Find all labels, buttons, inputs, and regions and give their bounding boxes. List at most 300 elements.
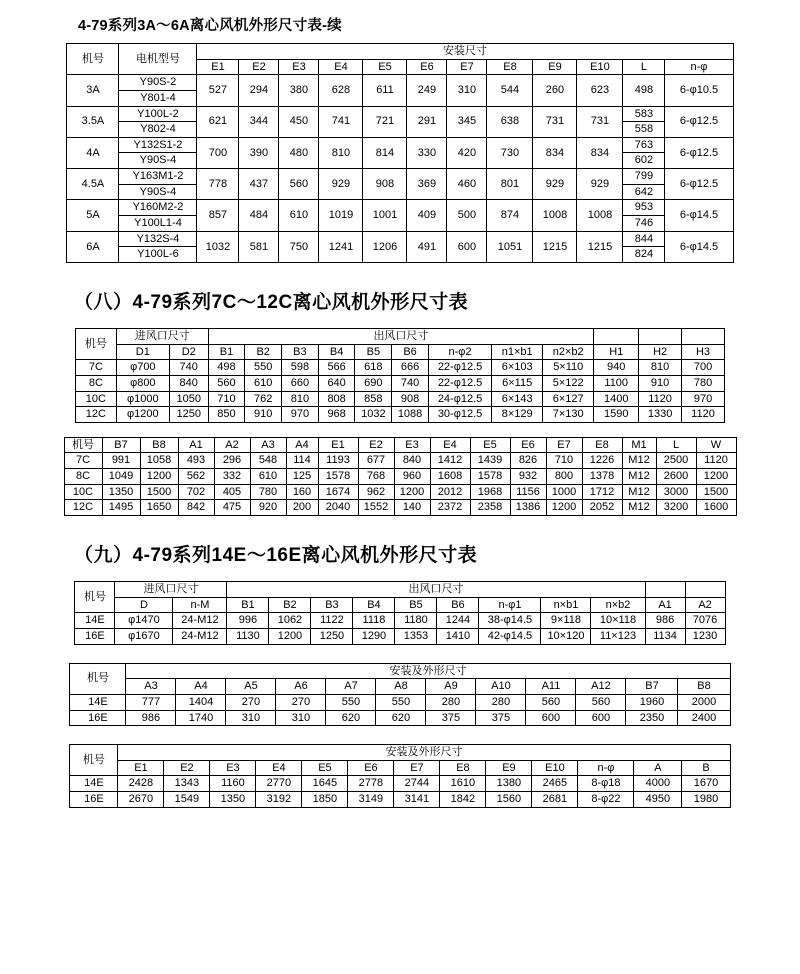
col-header-spacer (645, 582, 685, 598)
col-header: A3 (250, 437, 286, 453)
dim-value: 834 (533, 137, 577, 168)
dim-value: 1215 (577, 231, 623, 262)
motor-model: Y163M1-2 (119, 169, 197, 185)
dim-value: 2778 (348, 776, 394, 792)
dim-value: 22-φ12.5 (428, 375, 491, 391)
col-header: n1×b1 (492, 344, 543, 360)
dim-value: 42-φ14.5 (479, 628, 541, 644)
motor-model: Y132S1-2 (119, 137, 197, 153)
dim-value: 550 (245, 360, 282, 376)
row-header-jihao: 16E (70, 792, 118, 808)
dim-value: 1578 (470, 469, 510, 485)
row-header-jihao: 10C (76, 391, 117, 407)
col-header: n-φ (665, 59, 733, 75)
col-header-jihao: 机号 (76, 328, 117, 359)
dim-value: 600 (576, 710, 626, 726)
row-header-jihao: 4A (67, 137, 119, 168)
dim-value: 598 (282, 360, 319, 376)
dim-value: 721 (363, 106, 407, 137)
dim-value: 1100 (594, 375, 639, 391)
table-row (67, 106, 733, 122)
dim-value-n: 6-φ14.5 (665, 231, 733, 262)
dim-value: 1001 (363, 200, 407, 231)
dim-value: 562 (178, 469, 214, 485)
dim-value: 1410 (437, 628, 479, 644)
dim-value: 2012 (430, 484, 470, 500)
dim-value: 1290 (353, 628, 395, 644)
row-header-jihao: 14E (70, 776, 118, 792)
dim-value: 6×143 (492, 391, 543, 407)
col-group-inlet: 进风口尺寸 (115, 582, 227, 598)
col-header: E6 (407, 59, 447, 75)
dim-value: 405 (214, 484, 250, 500)
table-header-row (76, 328, 725, 344)
dim-value: 640 (318, 375, 355, 391)
motor-model: Y132S-4 (119, 231, 197, 247)
col-group-header: 安装及外形尺寸 (118, 745, 730, 761)
col-header: L (623, 59, 665, 75)
dim-value-L: 558 (623, 122, 665, 138)
dim-value: 2670 (118, 792, 164, 808)
col-header: A4 (286, 437, 318, 453)
dim-value: 1062 (269, 613, 311, 629)
dim-value: 4950 (634, 792, 682, 808)
dim-value: 8-φ22 (578, 792, 634, 808)
dim-value: 24-M12 (173, 613, 227, 629)
dim-value: 2372 (430, 500, 470, 516)
dim-value: 30-φ12.5 (428, 407, 491, 423)
dimensions-table-3a-6a (66, 43, 733, 263)
col-header: E10 (532, 760, 578, 776)
dim-value: 780 (250, 484, 286, 500)
col-header: A1 (645, 597, 685, 613)
dim-value: 493 (178, 453, 214, 469)
dim-value: 929 (533, 169, 577, 200)
col-header: B4 (318, 344, 355, 360)
table-row (76, 407, 725, 423)
table-header-row (70, 663, 730, 679)
dim-value: 660 (282, 375, 319, 391)
dim-value: 2770 (256, 776, 302, 792)
dim-value: 810 (282, 391, 319, 407)
dim-value: 7×130 (543, 407, 594, 423)
col-header: E5 (470, 437, 510, 453)
row-header-jihao: 5A (67, 200, 119, 231)
table2-wrapper (0, 328, 800, 423)
dim-value: 1412 (430, 453, 470, 469)
dim-value: 731 (533, 106, 577, 137)
col-header: A2 (214, 437, 250, 453)
dim-value-L: 498 (623, 75, 665, 106)
col-header: H2 (639, 344, 682, 360)
dim-value: 840 (169, 375, 208, 391)
motor-model: Y160M2-2 (119, 200, 197, 216)
dim-value: 700 (682, 360, 725, 376)
dim-value: 808 (318, 391, 355, 407)
dim-value: 741 (319, 106, 363, 137)
dim-value: 970 (282, 407, 319, 423)
table-row (70, 710, 730, 726)
dim-value: 1226 (582, 453, 622, 469)
col-header: A1 (178, 437, 214, 453)
col-header: B1 (227, 597, 269, 613)
dim-value: 1350 (102, 484, 140, 500)
dim-value: 480 (279, 137, 319, 168)
dim-value: 270 (276, 694, 326, 710)
dim-value: 1578 (318, 469, 358, 485)
dim-value: M12 (622, 484, 656, 500)
dim-value: 1712 (582, 484, 622, 500)
dim-value: 638 (487, 106, 533, 137)
dim-value: 2428 (118, 776, 164, 792)
dim-value: 460 (447, 169, 487, 200)
dim-value: 1120 (696, 453, 736, 469)
col-header: B8 (140, 437, 178, 453)
dim-value: 491 (407, 231, 447, 262)
row-header-jihao: 16E (75, 628, 115, 644)
dim-value: 24-φ12.5 (428, 391, 491, 407)
col-header-jihao: 机号 (64, 437, 102, 453)
col-group-inlet: 进风口尺寸 (116, 328, 208, 344)
col-header: A8 (376, 679, 426, 695)
row-header-jihao: 4.5A (67, 169, 119, 200)
dim-value: 1160 (210, 776, 256, 792)
col-header-spacer (594, 328, 639, 344)
motor-model: Y801-4 (119, 90, 197, 106)
dim-value: 3192 (256, 792, 302, 808)
dim-value: 777 (126, 694, 176, 710)
table-row (64, 453, 736, 469)
dim-value: φ1670 (115, 628, 173, 644)
dim-value: 160 (286, 484, 318, 500)
dim-value: 1610 (440, 776, 486, 792)
table-row (70, 694, 730, 710)
dim-value: 1353 (395, 628, 437, 644)
dim-value: 623 (577, 75, 623, 106)
dim-value-L: 642 (623, 184, 665, 200)
dim-value: 498 (208, 360, 245, 376)
motor-model: Y100L1-4 (119, 216, 197, 232)
dim-value: 437 (239, 169, 279, 200)
dim-value: 24-M12 (173, 628, 227, 644)
row-header-jihao: 10C (64, 484, 102, 500)
dim-value: M12 (622, 469, 656, 485)
dim-value: 249 (407, 75, 447, 106)
col-header: B4 (353, 597, 395, 613)
dim-value: 10×118 (591, 613, 645, 629)
dim-value: 702 (178, 484, 214, 500)
dim-value: 1645 (302, 776, 348, 792)
dim-value-L: 583 (623, 106, 665, 122)
col-header: W (696, 437, 736, 453)
dim-value: 1343 (164, 776, 210, 792)
dim-value: 140 (394, 500, 430, 516)
dim-value: 1241 (319, 231, 363, 262)
document-page (0, 14, 800, 974)
dimensions-table-14e-16e-inout (74, 581, 725, 645)
dim-value: 610 (245, 375, 282, 391)
dim-value: 550 (326, 694, 376, 710)
dim-value: 3141 (394, 792, 440, 808)
table-row (70, 792, 730, 808)
dim-value: 1400 (594, 391, 639, 407)
dim-value: 310 (226, 710, 276, 726)
table-row (64, 469, 736, 485)
dim-value: 527 (197, 75, 239, 106)
dim-value: 280 (426, 694, 476, 710)
dim-value: 762 (245, 391, 282, 407)
dim-value-n: 6-φ12.5 (665, 106, 733, 137)
dim-value: 991 (102, 453, 140, 469)
dim-value-L: 799 (623, 169, 665, 185)
col-header: B5 (395, 597, 437, 613)
dim-value: 450 (279, 106, 319, 137)
row-header-jihao: 3.5A (67, 106, 119, 137)
motor-model: Y90S-4 (119, 184, 197, 200)
dim-value: 1670 (682, 776, 730, 792)
col-header: A3 (126, 679, 176, 695)
col-header: E6 (510, 437, 546, 453)
dim-value: 810 (319, 137, 363, 168)
page-title: 4-79系列3A～6A离心风机外形尺寸表-续 (78, 18, 342, 34)
dim-value: 566 (318, 360, 355, 376)
col-header: D (115, 597, 173, 613)
dim-value: 932 (510, 469, 546, 485)
dim-value: φ1200 (116, 407, 169, 423)
dim-value: 1674 (318, 484, 358, 500)
dim-value-L: 824 (623, 247, 665, 263)
dim-value: 1842 (440, 792, 486, 808)
dim-value: 1200 (394, 484, 430, 500)
dim-value: 2465 (532, 776, 578, 792)
table3-wrapper (0, 437, 800, 516)
dim-value: 581 (239, 231, 279, 262)
dim-value: 1032 (197, 231, 239, 262)
dim-value: 6×115 (492, 375, 543, 391)
dim-value: 1386 (510, 500, 546, 516)
dim-value: 740 (392, 375, 429, 391)
col-header: B2 (245, 344, 282, 360)
col-header: A11 (526, 679, 576, 695)
dim-value: 1560 (486, 792, 532, 808)
dim-value: 1122 (311, 613, 353, 629)
dim-value-L: 763 (623, 137, 665, 153)
table-row (67, 137, 733, 153)
col-header: E5 (302, 760, 348, 776)
dim-value: 1500 (696, 484, 736, 500)
col-header: n-φ2 (428, 344, 491, 360)
dim-value: 5×122 (543, 375, 594, 391)
table-row (75, 628, 725, 644)
dim-value: 1980 (682, 792, 730, 808)
dim-value: 6×103 (492, 360, 543, 376)
dim-value: 10×120 (541, 628, 591, 644)
row-header-jihao: 12C (64, 500, 102, 516)
col-group-header: 安装及外形尺寸 (126, 663, 730, 679)
col-header: E2 (239, 59, 279, 75)
row-header-jihao: 8C (76, 375, 117, 391)
dim-value-n: 6-φ10.5 (665, 75, 733, 106)
table6-wrapper (0, 744, 800, 808)
dim-value: 940 (594, 360, 639, 376)
dim-value: 22-φ12.5 (428, 360, 491, 376)
dim-value: 840 (394, 453, 430, 469)
dim-value: 1500 (140, 484, 178, 500)
dim-value: 550 (376, 694, 426, 710)
dim-value: 560 (279, 169, 319, 200)
dim-value: 1404 (176, 694, 226, 710)
col-header: E7 (546, 437, 582, 453)
dim-value: 611 (363, 75, 407, 106)
col-header: M1 (622, 437, 656, 453)
dim-value: 2681 (532, 792, 578, 808)
row-header-jihao: 7C (76, 360, 117, 376)
dim-value: 1350 (210, 792, 256, 808)
dim-value: 1032 (355, 407, 392, 423)
dim-value: 810 (639, 360, 682, 376)
col-header: B6 (392, 344, 429, 360)
dim-value: 908 (392, 391, 429, 407)
row-header-jihao: 14E (75, 613, 115, 629)
col-header: D1 (116, 344, 169, 360)
dim-value: 1230 (685, 628, 725, 644)
dim-value: 1000 (546, 484, 582, 500)
dim-value: 7076 (685, 613, 725, 629)
dim-value: 826 (510, 453, 546, 469)
col-header: B1 (208, 344, 245, 360)
col-header: E10 (577, 59, 623, 75)
dim-value: 345 (447, 106, 487, 137)
dim-value: 1250 (311, 628, 353, 644)
table-header-row (70, 745, 730, 761)
dim-value: 3000 (656, 484, 696, 500)
dim-value: 375 (476, 710, 526, 726)
dim-value: 858 (355, 391, 392, 407)
dim-value: 420 (447, 137, 487, 168)
dim-value: 1740 (176, 710, 226, 726)
dim-value: 690 (355, 375, 392, 391)
dim-value: φ1000 (116, 391, 169, 407)
dim-value: 475 (214, 500, 250, 516)
dim-value: 986 (645, 613, 685, 629)
table4-wrapper (0, 581, 800, 645)
dim-value: 125 (286, 469, 318, 485)
dim-value: 369 (407, 169, 447, 200)
dim-value: 4000 (634, 776, 682, 792)
dim-value: 2400 (678, 710, 730, 726)
col-header: n×b1 (541, 597, 591, 613)
dim-value: 666 (392, 360, 429, 376)
dim-value: 620 (326, 710, 376, 726)
motor-model: Y90S-2 (119, 75, 197, 91)
dim-value: 2052 (582, 500, 622, 516)
dim-value: 1968 (470, 484, 510, 500)
col-header: E2 (164, 760, 210, 776)
dim-value: 600 (447, 231, 487, 262)
dim-value: 1180 (395, 613, 437, 629)
col-header: B3 (282, 344, 319, 360)
dim-value: 270 (226, 694, 276, 710)
dim-value: 2000 (678, 694, 730, 710)
col-header: A4 (176, 679, 226, 695)
dim-value: 960 (394, 469, 430, 485)
dim-value: 38-φ14.5 (479, 613, 541, 629)
dim-value: 910 (639, 375, 682, 391)
col-header: E1 (318, 437, 358, 453)
col-header: A (634, 760, 682, 776)
dim-value: 375 (426, 710, 476, 726)
dim-value: 1118 (353, 613, 395, 629)
col-header: A7 (326, 679, 376, 695)
dim-value: 8×129 (492, 407, 543, 423)
dim-value: 600 (526, 710, 576, 726)
dim-value: φ800 (116, 375, 169, 391)
dim-value: 834 (577, 137, 623, 168)
col-group-header: 安装尺寸 (197, 44, 733, 60)
dim-value: 850 (208, 407, 245, 423)
dim-value: 291 (407, 106, 447, 137)
table-row (75, 613, 725, 629)
dim-value: 1088 (392, 407, 429, 423)
table-row (64, 500, 736, 516)
dim-value: 1330 (639, 407, 682, 423)
dim-value: M12 (622, 500, 656, 516)
col-header-spacer (685, 582, 725, 598)
dim-value: M12 (622, 453, 656, 469)
table-row (76, 360, 725, 376)
dim-value: φ1470 (115, 613, 173, 629)
table-row (67, 200, 733, 216)
dim-value: 6×127 (543, 391, 594, 407)
dim-value: 3200 (656, 500, 696, 516)
col-header: E3 (279, 59, 319, 75)
table-row (76, 391, 725, 407)
dim-value: 780 (682, 375, 725, 391)
col-header: E4 (256, 760, 302, 776)
dim-value: 1050 (169, 391, 208, 407)
dim-value: 560 (576, 694, 626, 710)
col-header: n-φ (578, 760, 634, 776)
col-header: E8 (487, 59, 533, 75)
col-header: E4 (430, 437, 470, 453)
dim-value: 610 (250, 469, 286, 485)
dim-value: 1120 (639, 391, 682, 407)
col-header-spacer (639, 328, 682, 344)
dim-value: 801 (487, 169, 533, 200)
col-header: B8 (678, 679, 730, 695)
dim-value: 1549 (164, 792, 210, 808)
col-header-jihao: 机号 (75, 582, 115, 613)
dimensions-table-14e-16e-install-a (69, 663, 730, 727)
dim-value: 280 (476, 694, 526, 710)
dim-value: 1200 (269, 628, 311, 644)
dim-value: 560 (526, 694, 576, 710)
motor-model: Y90S-4 (119, 153, 197, 169)
table-header-row (70, 760, 730, 776)
dim-value: 908 (363, 169, 407, 200)
dim-value: 1495 (102, 500, 140, 516)
dim-value: 857 (197, 200, 239, 231)
dimensions-table-7c-12c-install (64, 437, 737, 516)
dim-value-L: 746 (623, 216, 665, 232)
dim-value: 2358 (470, 500, 510, 516)
col-header: E8 (440, 760, 486, 776)
dim-value: 970 (682, 391, 725, 407)
dim-value: 710 (208, 391, 245, 407)
dim-value: 1134 (645, 628, 685, 644)
col-header: E2 (358, 437, 394, 453)
table-header-row (67, 44, 733, 60)
